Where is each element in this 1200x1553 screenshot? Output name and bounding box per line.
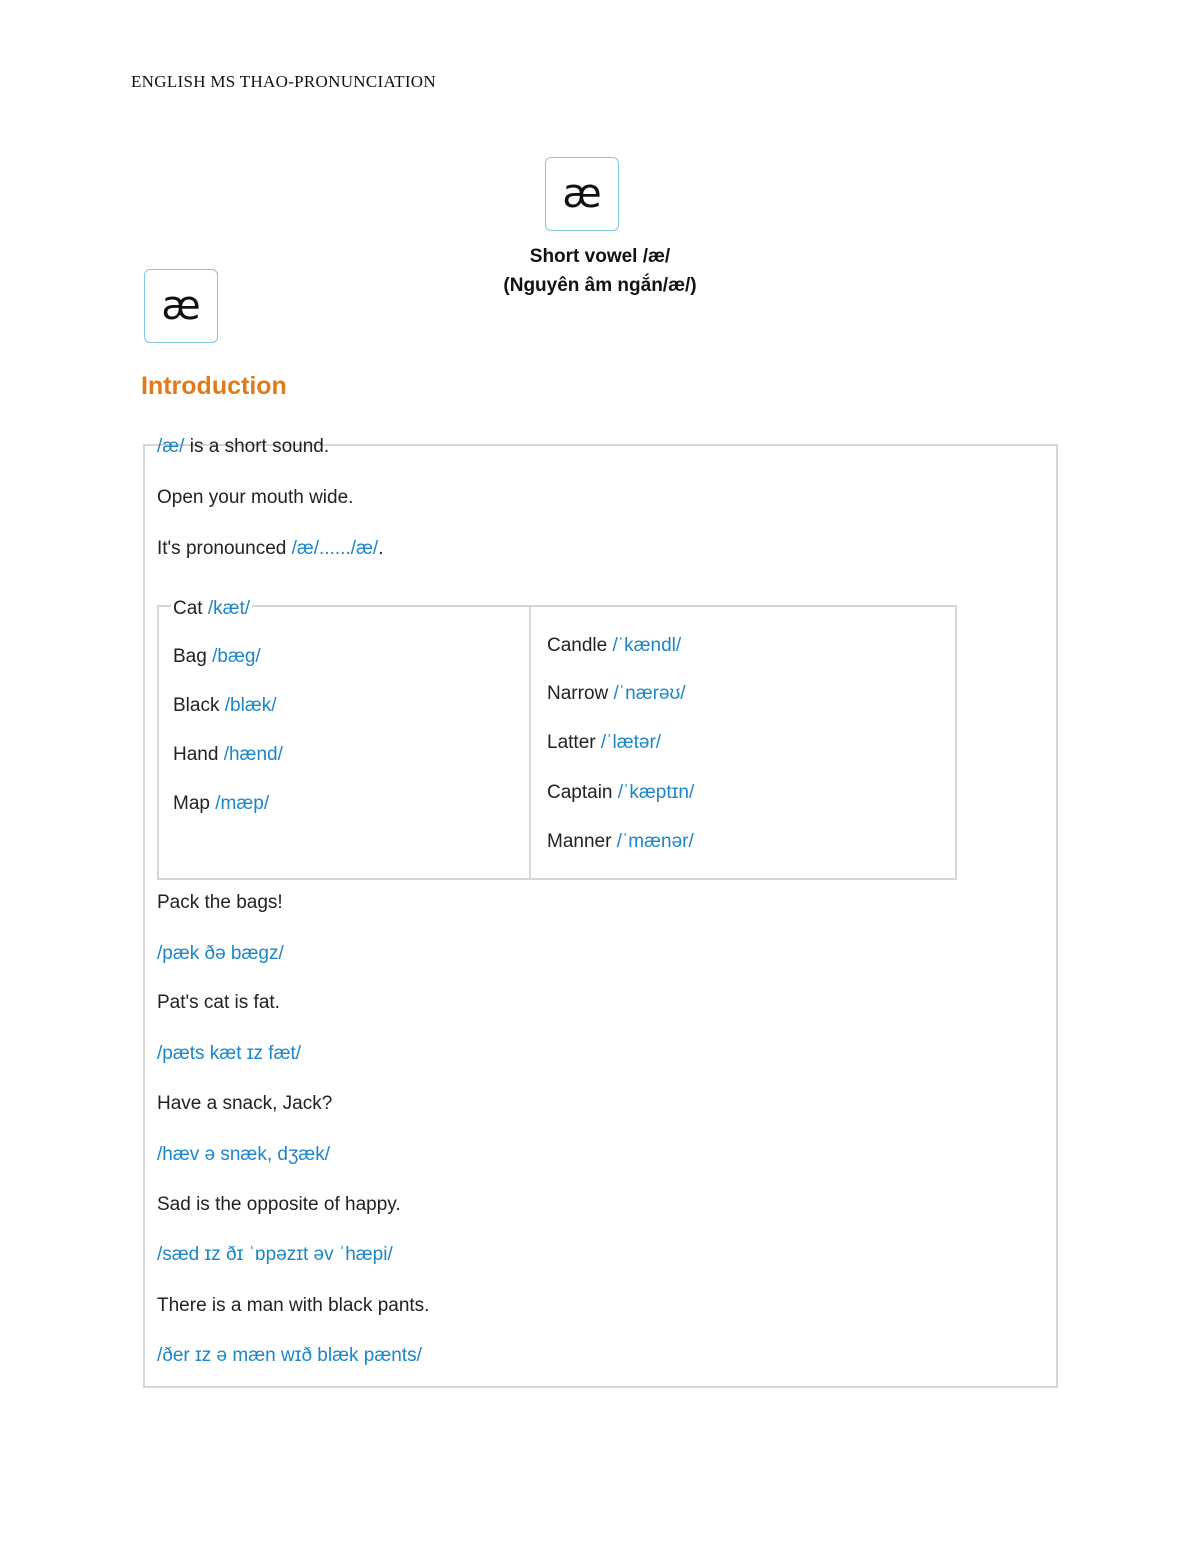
word: Cat (173, 598, 208, 619)
section-heading-introduction: Introduction (141, 372, 287, 400)
word-ipa: /ˈmænər/ (616, 831, 694, 852)
intro-line-1-ipa: /æ/ (157, 436, 185, 457)
word-ipa: /kæt/ (207, 598, 251, 619)
word: Black (173, 695, 225, 716)
word: Manner (547, 831, 617, 852)
sentence-ipa: /sæd ɪz ðɪ ˈɒpəzɪt əv ˈhæpi/ (157, 1244, 393, 1265)
sentence-text: Pat's cat is fat. (157, 992, 280, 1013)
sentence-ipa: /pæk ðə bægz/ (157, 943, 284, 964)
vowel-subtitle: (Nguyên âm ngắn/æ/) (503, 275, 697, 296)
intro-line-3-ipa: /æ/....../æ/ (291, 538, 379, 559)
sentence-ipa: /ðer ɪz ə mæn wɪð blæk pænts/ (157, 1345, 422, 1366)
word-ipa: /ˈnærəʊ/ (613, 683, 686, 704)
word: Map (173, 793, 216, 814)
sentence-ipa: /pæts kæt ɪz fæt/ (157, 1043, 302, 1064)
word-ipa: /hænd/ (223, 744, 283, 765)
sentence-text: Sad is the opposite of happy. (157, 1194, 401, 1215)
word-item (173, 695, 277, 717)
word-item (547, 683, 686, 705)
document-header: ENGLISH MS THAO-PRONUNCIATION (131, 72, 436, 91)
table-divider (529, 605, 531, 880)
word-item (171, 598, 252, 620)
word-ipa: /mæp/ (215, 793, 270, 814)
intro-line-3-suffix: . (378, 538, 384, 559)
word-item (173, 744, 283, 766)
vowel-symbol-icon: æ (545, 157, 619, 231)
word-ipa: /ˈlætər/ (600, 732, 662, 753)
vowel-title: Short vowel /æ/ (529, 246, 671, 267)
word-item (547, 732, 661, 754)
word-item (173, 646, 261, 668)
intro-line-1 (157, 436, 329, 458)
intro-line-3-prefix: It's pronounced (157, 538, 292, 559)
word: Narrow (547, 683, 614, 704)
sentence-text: Have a snack, Jack? (157, 1093, 333, 1114)
intro-line-3 (157, 538, 383, 560)
word: Latter (547, 732, 601, 753)
word-item (547, 831, 694, 853)
sentence-text: There is a man with black pants. (157, 1295, 430, 1316)
word: Bag (173, 646, 213, 667)
word-ipa: /blæk/ (224, 695, 277, 716)
word-ipa: /ˈkændl/ (612, 635, 682, 656)
intro-line-1-text: is a short sound. (184, 436, 330, 457)
word-ipa: /ˈkæptɪn/ (617, 782, 695, 803)
word-ipa: /bæg/ (212, 646, 261, 667)
sentence-ipa: /hæv ə snæk, dʒæk/ (157, 1144, 330, 1165)
intro-line-2: Open your mouth wide. (157, 487, 354, 508)
word-item (173, 793, 269, 815)
vowel-symbol-side-icon: æ (144, 269, 218, 343)
word-item (547, 635, 681, 657)
word-item (547, 782, 694, 804)
word: Captain (547, 782, 618, 803)
word: Hand (173, 744, 224, 765)
sentence-text: Pack the bags! (157, 892, 283, 913)
word: Candle (547, 635, 613, 656)
